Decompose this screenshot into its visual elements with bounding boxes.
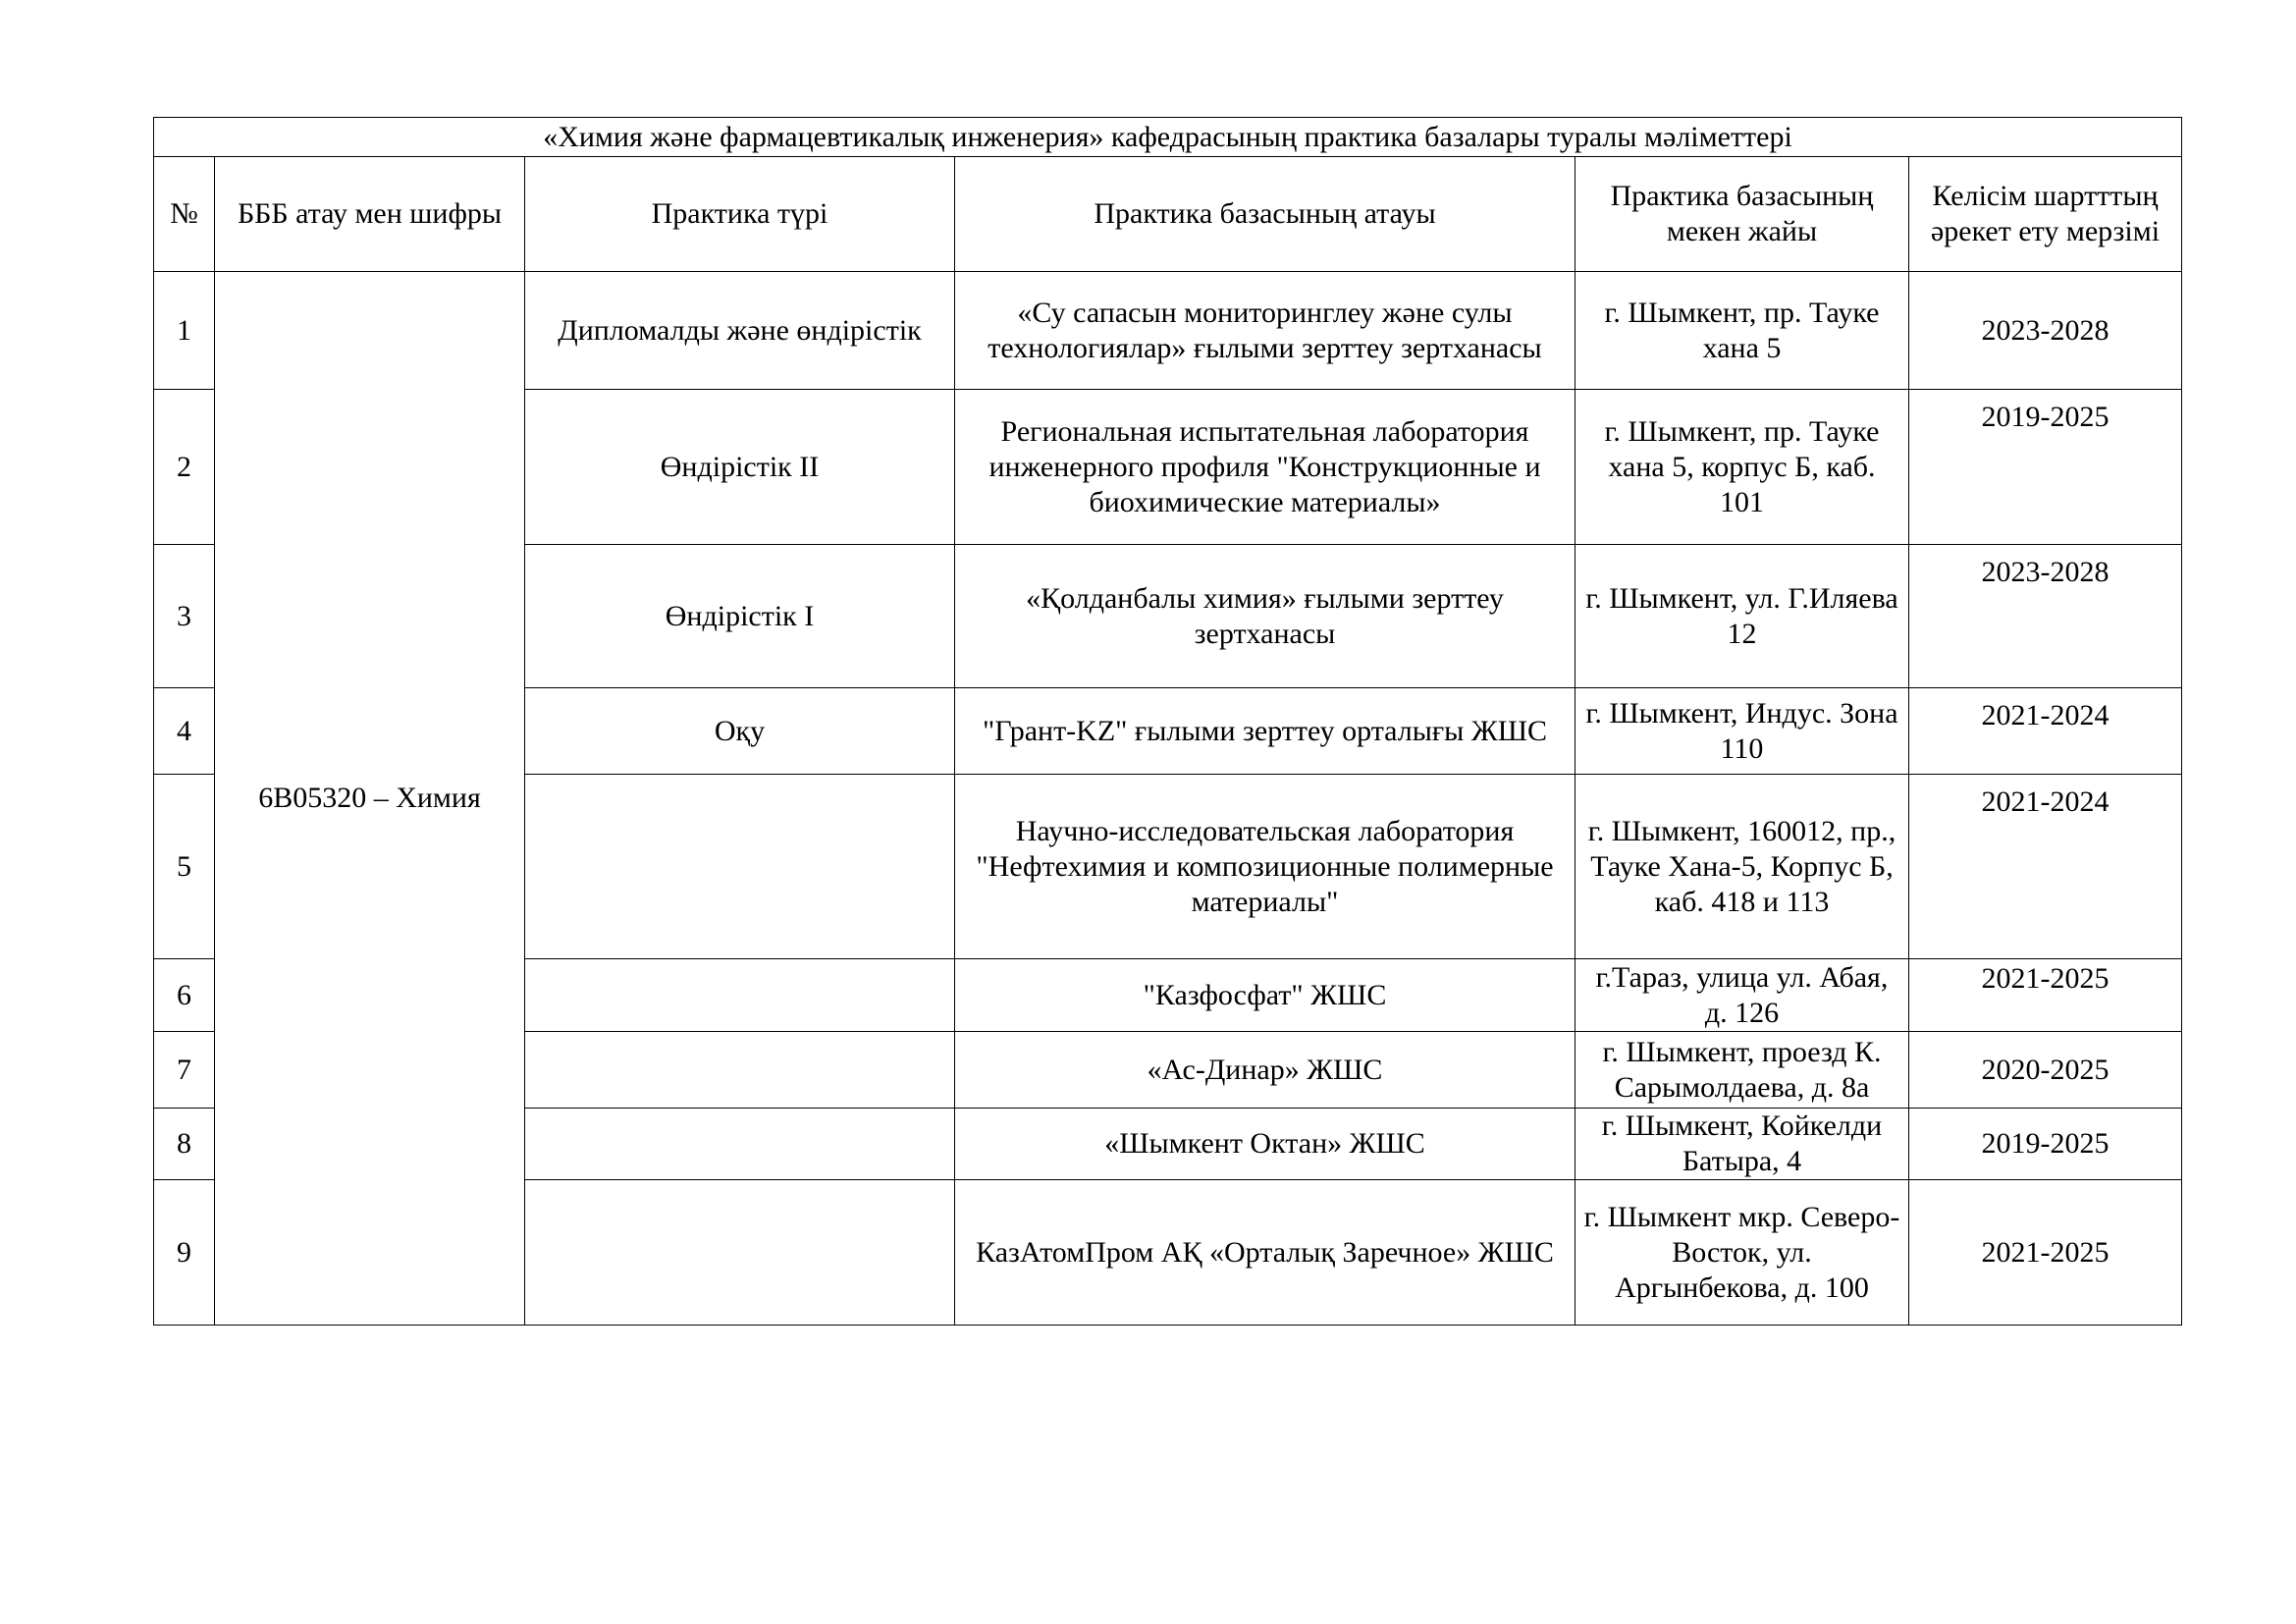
base-address: г.Тараз, улица ул. Абая, д. 126 bbox=[1575, 959, 1909, 1032]
base-name: «Су сапасын мониторинглеу және сулы технологиялар» ғылыми зерттеу зертханасы bbox=[955, 272, 1575, 390]
header-row bbox=[154, 157, 2182, 272]
base-name: «Қолданбалы химия» ғылыми зерттеу зертханасы bbox=[955, 545, 1575, 688]
contract-term: 2021-2024 bbox=[1909, 775, 2182, 959]
header-term: Келісім шартттың әрекет ету мерзімі bbox=[1909, 157, 2182, 272]
practice-bases-table bbox=[153, 117, 2182, 1326]
base-address: г. Шымкент, ул. Г.Иляева 12 bbox=[1575, 545, 1909, 688]
base-address: г. Шымкент мкр. Северо-Восток, ул. Аргынбекова, д. 100 bbox=[1575, 1180, 1909, 1326]
header-no: № bbox=[154, 157, 215, 272]
practice-type: Оқу bbox=[525, 688, 955, 775]
contract-term: 2023-2028 bbox=[1909, 272, 2182, 390]
practice-type bbox=[525, 775, 955, 959]
base-address: г. Шымкент, Койкелди Батыра, 4 bbox=[1575, 1109, 1909, 1180]
contract-term: 2021-2025 bbox=[1909, 959, 2182, 1032]
row-number: 7 bbox=[154, 1032, 215, 1109]
contract-term: 2020-2025 bbox=[1909, 1032, 2182, 1109]
base-address: г. Шымкент, Индус. Зона 110 bbox=[1575, 688, 1909, 775]
row-number: 1 bbox=[154, 272, 215, 390]
base-name: "Грант-KZ" ғылыми зерттеу орталығы ЖШС bbox=[955, 688, 1575, 775]
header-type: Практика түрі bbox=[525, 157, 955, 272]
practice-type bbox=[525, 1032, 955, 1109]
row-number: 6 bbox=[154, 959, 215, 1032]
row-number: 3 bbox=[154, 545, 215, 688]
row-number: 9 bbox=[154, 1180, 215, 1326]
row-number: 5 bbox=[154, 775, 215, 959]
header-program: БББ атау мен шифры bbox=[215, 157, 525, 272]
row-number: 2 bbox=[154, 390, 215, 545]
contract-term: 2019-2025 bbox=[1909, 390, 2182, 545]
practice-type: Дипломалды және өндірістік bbox=[525, 272, 955, 390]
row-number: 4 bbox=[154, 688, 215, 775]
base-address: г. Шымкент, проезд К. Сарымолдаева, д. 8а bbox=[1575, 1032, 1909, 1109]
contract-term: 2023-2028 bbox=[1909, 545, 2182, 688]
base-address: г. Шымкент, пр. Тауке хана 5 bbox=[1575, 272, 1909, 390]
header-base-name: Практика базасының атауы bbox=[955, 157, 1575, 272]
title-row bbox=[154, 118, 2182, 157]
practice-type bbox=[525, 1109, 955, 1180]
base-address: г. Шымкент, пр. Тауке хана 5, корпус Б, каб. 101 bbox=[1575, 390, 1909, 545]
row-number: 8 bbox=[154, 1109, 215, 1180]
contract-term: 2021-2024 bbox=[1909, 688, 2182, 775]
base-name: "Казфосфат" ЖШС bbox=[955, 959, 1575, 1032]
practice-type: Өндірістік I bbox=[525, 545, 955, 688]
base-name: «Шымкент Октан» ЖШС bbox=[955, 1109, 1575, 1180]
header-address: Практика базасының мекен жайы bbox=[1575, 157, 1909, 272]
contract-term: 2019-2025 bbox=[1909, 1109, 2182, 1180]
base-address: г. Шымкент, 160012, пр., Тауке Хана-5, Корпус Б, каб. 418 и 113 bbox=[1575, 775, 1909, 959]
table-row bbox=[154, 272, 2182, 390]
contract-term: 2021-2025 bbox=[1909, 1180, 2182, 1326]
base-name: Региональная испытательная лаборатория инженерного профиля "Конструкционные и биохимические материалы» bbox=[955, 390, 1575, 545]
base-name: Научно-исследовательская лаборатория "Нефтехимия и композиционные полимерные материалы" bbox=[955, 775, 1575, 959]
program-cell: 6В05320 – Химия bbox=[215, 272, 525, 1326]
document-page bbox=[153, 117, 2181, 1326]
practice-type bbox=[525, 1180, 955, 1326]
practice-type bbox=[525, 959, 955, 1032]
table-title: «Химия және фармацевтикалық инженерия» кафедрасының практика базалары туралы мәліметтері bbox=[154, 118, 2182, 157]
base-name: «Ас-Динар» ЖШС bbox=[955, 1032, 1575, 1109]
practice-type: Өндірістік II bbox=[525, 390, 955, 545]
base-name: КазАтомПром АҚ «Орталық Заречное» ЖШС bbox=[955, 1180, 1575, 1326]
